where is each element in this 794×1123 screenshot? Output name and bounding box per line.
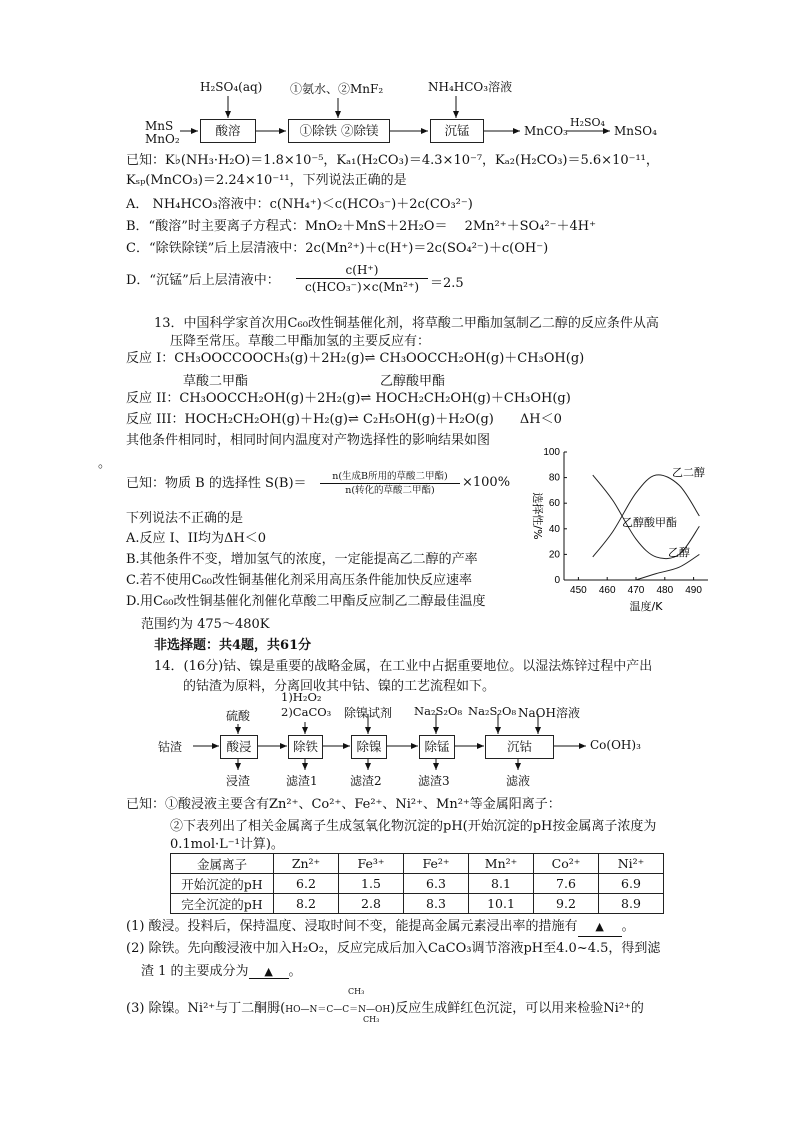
y-tick-label: 20 <box>548 549 560 561</box>
q12-option-a: A． NH₄HCO₃溶液中：c(NH₄⁺)＜c(HCO₃⁻)＋2c(CO₃²⁻) <box>126 197 473 212</box>
flow2-residue: 滤液 <box>506 774 531 788</box>
section-title: 非选择题：共4题，共61分 <box>154 638 312 653</box>
table-cell: 6.3 <box>404 874 469 894</box>
q14-known: ②下表列出了相关金属离子生成氢氧化物沉淀的pH(开始沉淀的pH按金属离子浓度为 <box>170 819 657 834</box>
q13-known: 已知：物质 B 的选择性 S(B)＝ <box>126 476 307 491</box>
q13-known-suffix: ×100% <box>462 475 511 490</box>
table-header-cell: Zn²⁺ <box>274 854 339 874</box>
methyl-label: CH₃ <box>348 987 365 996</box>
table-cell: 10.1 <box>469 894 534 914</box>
flow2-reagent: 1)H₂O₂ <box>281 690 322 704</box>
methyl-label: CH₃ <box>363 1015 380 1024</box>
table-header-cell: Ni²⁺ <box>599 854 664 874</box>
flow2-step: 除镍 <box>351 735 387 759</box>
q14-intro: 14．(16分)钴、镍是重要的战略金属，在工业中占据重要地位。以湿法炼锌过程中产出 <box>154 659 653 674</box>
flow2-reagent: 硫酸 <box>226 709 251 723</box>
table-header-cell: Co²⁺ <box>534 854 599 874</box>
table-header-row <box>171 854 664 874</box>
flow2-step: 酸浸 <box>220 735 258 759</box>
table-cell: 7.6 <box>534 874 599 894</box>
flow2-step: 除锰 <box>419 735 455 759</box>
q12-known: 已知：K♭(NH₃·H₂O)＝1.8×10⁻⁵，Kₐ₁(H₂CO₃)＝4.3×10⁻⁷，Kₐ₂(H₂CO₃)＝5.6×10⁻¹¹， <box>126 153 659 168</box>
flow2-diagram <box>0 690 794 790</box>
q12-option-b: B．“酸溶”时主要离子方程式：MnO₂＋MnS＋2H₂O＝ 2Mn²⁺＋SO₄²⁻＋4H⁺ <box>126 219 596 234</box>
flow2-step: 除铁 <box>288 735 323 759</box>
flow2-input: 钴渣 <box>158 740 183 754</box>
q14-intro: 的钴渣为原料，分离回收其中钴、镍的工艺流程如下。 <box>183 679 496 694</box>
x-tick-label: 470 <box>627 585 645 596</box>
q12-option-c: C．“除铁除镁”后上层清液中：2c(Mn²⁺)＋c(H⁺)＝2c(SO₄²⁻)＋c(OH⁻) <box>126 241 549 256</box>
flow2-reagent: NaOH溶液 <box>518 706 580 720</box>
q13-reaction-2: 反应 II：CH₃OOCCH₂OH(g)＋2H₂(g)⇌ HOCH₂CH₂OH(g)＋CH₃OH(g) <box>126 391 571 406</box>
flow1-step: ①除铁 ②除镁 <box>288 119 390 143</box>
q12-known: Kₛₚ(MnCO₃)＝2.24×10⁻¹¹，下列说法正确的是 <box>126 173 407 188</box>
flow2-reagent: 除镍试剂 <box>344 706 393 720</box>
table-header-cell: Fe³⁺ <box>339 854 404 874</box>
y-tick-label: 100 <box>543 447 560 458</box>
q12-option-d: D．“沉锰”后上层清液中： <box>126 273 280 288</box>
q13-option-b: B.其他条件不变，增加氢气的浓度，一定能提高乙二醇的产率 <box>126 552 478 567</box>
y-tick-label: 60 <box>548 498 560 510</box>
dimethylglyoxime-structure: HO—N＝C—C＝N—OH <box>285 1005 391 1015</box>
y-axis-label: 选择性/% <box>531 492 544 540</box>
table-cell: 8.3 <box>404 894 469 914</box>
q13-condition: 其他条件相同时，相同时间内温度对产物选择性的影响结果如图 <box>126 433 491 448</box>
flow1-arrow-label: H₂SO₄ <box>570 116 605 129</box>
q12-d-value: ＝2.5 <box>430 276 464 291</box>
flow2-step: 沉钴 <box>485 735 554 759</box>
flow1-product: MnSO₄ <box>614 124 657 138</box>
q14-part1: (1) 酸浸。投料后，保持温度、浸取时间不变，能提高金属元素浸出率的措施有 ▲ 。 <box>126 918 635 937</box>
q13-name: 乙醇酸甲酯 <box>380 374 446 389</box>
y-tick-label: 80 <box>548 472 560 484</box>
table-header-cell: 金属离子 <box>171 854 274 874</box>
x-tick-label: 450 <box>570 585 587 596</box>
table-cell: 1.5 <box>339 874 404 894</box>
y-tick-label: 0 <box>554 575 560 586</box>
flow2-residue: 滤渣2 <box>350 774 382 788</box>
q13-option-d-cont: 范围约为 475～480K <box>141 617 270 632</box>
table-header-cell: Fe²⁺ <box>404 854 469 874</box>
q13-reaction-1: 反应 I：CH₃OOCCOOCH₃(g)＋2H₂(g)⇌ CH₃OOCCH₂OH(g)＋CH₃OH(g) <box>126 351 585 366</box>
flow1-input: MnS MnO₂ <box>145 119 180 146</box>
flow1-step: 酸溶 <box>200 119 256 143</box>
flow2-output: Co(OH)₃ <box>590 738 641 752</box>
x-tick-label: 490 <box>685 585 702 596</box>
flow2-reagent: Na₂S₂O₈ <box>414 704 463 718</box>
q14-part2-cont: 渣 1 的主要成分为 ▲ 。 <box>141 964 302 979</box>
q14-known: 0.1mol·L⁻¹计算)。 <box>170 837 284 852</box>
series-label: 乙醇酸甲酯 <box>622 516 677 529</box>
flow1-diagram <box>0 0 794 150</box>
flow1-reagent: ①氨水、②MnF₂ <box>290 82 384 96</box>
q13-name: 草酸二甲酯 <box>183 374 249 389</box>
table-cell: 9.2 <box>534 894 599 914</box>
q13-ask: 下列说法不正确的是 <box>126 511 244 526</box>
ph-table <box>170 853 664 914</box>
x-axis-label: 温度/K <box>629 600 663 613</box>
flow2-residue: 浸渣 <box>226 774 251 788</box>
selectivity-chart <box>520 440 730 625</box>
answer-blank[interactable]: ▲ <box>249 965 289 979</box>
answer-blank[interactable]: ▲ <box>578 918 622 937</box>
table-cell: 8.9 <box>599 894 664 914</box>
table-cell: 完全沉淀的pH <box>171 894 274 914</box>
flow2-reagent: Na₂S₂O₈ <box>468 704 517 718</box>
series-label: 乙二醇 <box>672 466 705 479</box>
q13-option-c: C.若不使用C₆₀改性铜基催化剂采用高压条件能加快反应速率 <box>126 573 472 588</box>
q13-option-a: A.反应 I、II均为ΔH＜0 <box>126 531 267 546</box>
flow2-residue: 滤渣3 <box>418 774 450 788</box>
q14-part3: (3) 除镍。Ni²⁺与丁二酮胟(HO—N＝C—C＝N—OH)反应生成鲜红色沉淀，可以用来检验Ni²⁺的 <box>126 1001 644 1016</box>
table-cell: 开始沉淀的pH <box>171 874 274 894</box>
table-row <box>171 874 664 894</box>
series-label: 乙醇 <box>668 546 690 559</box>
y-tick-label: 40 <box>548 523 560 535</box>
q13-reaction-3: 反应 III：HOCH₂CH₂OH(g)＋H₂(g)⇌ C₂H₅OH(g)＋H₂O(g) ΔH＜0 <box>126 412 562 427</box>
table-cell: 8.1 <box>469 874 534 894</box>
q13-intro: 压降至常压。草酸二甲酯加氢的主要反应有： <box>170 334 431 349</box>
table-header-cell: Mn²⁺ <box>469 854 534 874</box>
q14-known: 已知：①酸浸液主要含有Zn²⁺、Co²⁺、Fe²⁺、Ni²⁺、Mn²⁺等金属阳离子： <box>126 797 561 812</box>
q12-d-fraction: c(H⁺) c(HCO₃⁻)×c(Mn²⁺) <box>296 262 428 295</box>
table-cell: 6.9 <box>599 874 664 894</box>
q13-option-d: D.用C₆₀改性铜基催化剂催化草酸二甲酯反应制乙二醇最佳温度 <box>126 594 486 609</box>
x-tick-label: 480 <box>656 585 674 596</box>
q13-fraction: n(生成B所用的草酸二甲酯) n(转化的草酸二甲酯) <box>320 470 460 497</box>
table-row <box>171 894 664 914</box>
flow2-residue: 滤渣1 <box>286 774 318 788</box>
table-cell: 6.2 <box>274 874 339 894</box>
flow1-step: 沉锰 <box>430 119 484 143</box>
table-cell: 2.8 <box>339 894 404 914</box>
q13-dot: 。 <box>98 456 112 471</box>
flow1-product: MnCO₃ <box>524 124 568 138</box>
table-cell: 8.2 <box>274 894 339 914</box>
flow2-reagent: 2)CaCO₃ <box>281 705 332 719</box>
q13-intro: 13．中国科学家首次用C₆₀改性铜基催化剂，将草酸二甲酯加氢制乙二醇的反应条件从高 <box>154 316 659 331</box>
x-tick-label: 460 <box>598 585 616 596</box>
q14-part2: (2) 除铁。先向酸浸液中加入H₂O₂，反应完成后加入CaCO₃调节溶液pH至4.0~4.5，得到滤 <box>126 941 661 956</box>
flow1-reagent: H₂SO₄(aq) <box>200 80 263 94</box>
flow1-reagent: NH₄HCO₃溶液 <box>428 80 513 94</box>
